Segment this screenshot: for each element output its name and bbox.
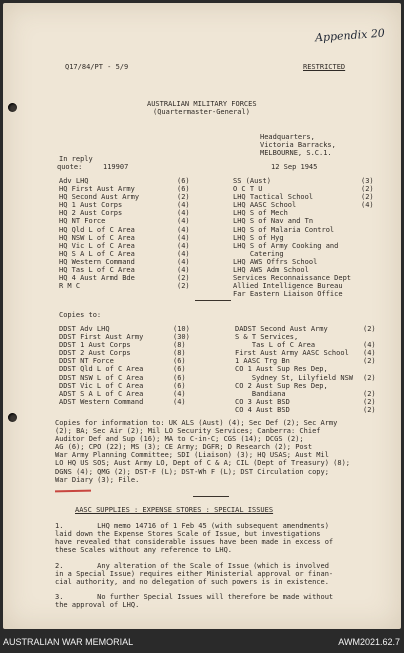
addressee-name: HQ 2 Aust Corps [59,209,123,218]
address-line: Headquarters, [260,133,315,141]
copy-count: (6) [173,381,186,390]
copy-line [235,365,375,373]
paragraph-line: the approval of LHQ. [55,601,140,610]
copy-count: (2) [177,193,190,202]
addressee-line [233,193,373,201]
addressee-line [233,282,373,290]
addressee-line [59,177,189,185]
reply-number: 119907 [103,163,129,171]
addressee-line [59,201,189,209]
copy-line [235,390,375,398]
info-copies-block [55,419,350,484]
copy-line [59,398,189,406]
address-block [260,133,336,157]
copy-count: (2) [361,193,374,202]
copy-count: (4) [177,241,190,250]
handwritten-annotation: Appendix 20 [314,26,386,45]
addressee-name: HQ Western Command [59,257,135,266]
classification-label: RESTRICTED [303,63,346,71]
archive-name: AUSTRALIAN WAR MEMORIAL [3,637,134,647]
punch-hole [8,413,17,422]
copy-count: (2) [363,389,376,398]
info-copies-line: DGNS (4); QMG (2); DST-F (L); DST-Wh F (L); DST Circulation copy; [55,467,329,476]
archive-footer [0,629,404,653]
addressee-line [59,193,189,201]
addressee-line [233,201,373,209]
copy-count: (2) [363,405,376,414]
info-copies-line: Copies for information to: UK ALS (Aust) (4); Sec Def (2); Sec Army [55,419,338,427]
addressee-line [233,242,373,250]
addressee-name: HQ 4 Aust Armd Bde [59,274,135,283]
copy-line [59,365,189,373]
addressee-name: Adv LHQ [59,177,89,185]
addressee-name: O C T U [233,185,263,194]
addressee-line [59,226,189,234]
addressee-name: LHQ S of Mech [233,209,288,218]
copy-count: (6) [177,185,190,194]
paragraph-line: cial authority, and no delegation of such powers is in existence. [55,578,329,587]
copy-recipient: CO 4 Aust BSD [235,405,290,414]
addressee-line [233,177,373,185]
copy-count: (8) [173,341,186,350]
reply-label: quote: [57,163,83,171]
addressee-name: LHQ AWS Adm School [233,266,309,275]
addressee-name: HQ Tas L of C Area [59,266,135,275]
copy-recipient: ADST Western Command [59,397,144,406]
copy-recipient: Tas L of C Area [235,341,316,350]
addressee-line [59,217,189,225]
addressee-name: HQ 1 Aust Corps [59,201,123,210]
paragraph-line: have revealed that considerable issues have been made in excess of [55,538,334,547]
copy-count: (6) [173,373,186,382]
addressee-name: SS (Aust) [233,177,271,185]
addressee-line [233,234,373,242]
copy-recipient: 1 AASC Trg Bn [235,357,290,366]
copy-line [235,382,375,390]
copy-count: (4) [177,249,190,258]
copy-line [235,398,375,406]
copy-count: (6) [177,177,190,185]
distribution-right [233,177,373,298]
addressee-line [59,250,189,258]
addressee-line [59,258,189,266]
copy-count: (4) [173,397,186,406]
paragraph-line: in a Special Issue) requires either Ministerial approval or finan- [55,570,334,579]
copy-recipient: CO 1 Aust Sup Res Dep, [235,365,328,374]
addressee-line [233,226,373,234]
document-page [3,3,401,629]
addressee-name: Services Reconnaissance Dept [233,274,352,283]
paragraph-1 [55,522,333,554]
copy-line [235,349,375,357]
copy-count: (6) [173,365,186,374]
addressee-line [59,242,189,250]
org-title: AUSTRALIAN MILITARY FORCES [147,100,257,108]
punch-hole [8,103,17,112]
addressee-line [233,266,373,274]
copy-count: (6) [173,357,186,366]
copy-count: (4) [363,341,376,350]
copy-line [59,357,189,365]
copy-count: (8) [173,349,186,358]
addressee-line [59,209,189,217]
copy-count: (4) [177,257,190,266]
copy-recipient: First Aust Army AASC School [235,349,349,358]
addressee-name: HQ First Aust Army [59,185,135,194]
section-divider [193,496,229,497]
addressee-line [233,209,373,217]
copy-recipient: DDST Qld L of C Area [59,365,144,374]
copy-recipient: CO 3 Aust BSD [235,397,290,406]
addressee-name: LHQ Tactical School [233,193,314,202]
addressee-line [233,217,373,225]
addressee-name: Far Eastern Liaison Office [233,290,343,299]
info-copies-line: Auditor Def and Sup (16); MA to C-in-C; CGS (14); DCGS (2); [55,435,304,444]
copy-recipient: DDST 1 Aust Corps [59,341,131,350]
paragraph-line: 3. No further Special Issues will therefore be made without [55,593,334,601]
addressee-name: LHQ S of Hyg [233,233,284,242]
document-date: 12 Sep 1945 [271,163,318,171]
file-reference: Q17/84/PT - 5/9 [65,63,129,71]
copy-line [59,390,189,398]
copy-line [59,333,189,341]
paragraph-line: these Scales without any reference to LHQ. [55,546,233,555]
copy-recipient: S & T Services, [235,333,299,342]
copy-count: (30) [173,333,190,342]
copy-line [59,325,189,333]
copy-recipient: CO 2 Aust Sup Res Dep, [235,381,328,390]
info-copies-line: (2); BA; Sec Air (2); Mil LO Security Services; Canberra: Chief [55,427,321,436]
copy-count: (4) [177,201,190,210]
addressee-line [233,258,373,266]
addressee-name: LHQ S of Nav and Tn [233,217,314,226]
addressee-name: HQ Second Aust Army [59,193,140,202]
paragraph-3 [55,593,333,609]
copy-count: (4) [363,349,376,358]
copy-line [235,406,375,414]
addressee-name: LHQ S of Army Cooking and [233,241,339,250]
copy-line [235,333,375,341]
copy-line [235,374,375,382]
addressee-line [233,290,373,298]
archive-reference: AWM2021.62.7 [338,637,400,647]
paragraph-line: laid down the Expense Stores Scale of Issue, but investigations [55,530,321,539]
addressee-line [59,185,189,193]
info-copies-line: LO HQ US SOS; Aust Army LO, Dept of C & A; CIL (Dept of Treasury) (8); [55,459,351,468]
copy-line [235,341,375,349]
addressee-line [59,274,189,282]
red-underline-mark [55,490,91,492]
copies-left [59,325,189,406]
copies-right [235,325,375,414]
addressee-name: HQ S A L of C Area [59,249,135,258]
address-line: MELBOURNE, S.C.1. [260,149,332,158]
org-subtitle: (Quartermaster-General) [153,108,250,116]
copy-count: (4) [177,233,190,242]
copy-count: (2) [363,373,376,382]
copy-count: (3) [361,177,374,185]
addressee-line [233,250,373,258]
paragraph-2 [55,562,333,586]
addressee-name: LHQ S of Malaria Control [233,225,335,234]
copy-count: (2) [177,282,190,291]
section-divider [195,300,231,301]
copy-recipient: DDST 2 Aust Corps [59,349,131,358]
copy-count: (10) [173,325,190,333]
paragraph-line: 1. LHQ memo 14716 of 1 Feb 45 (with subsequent amendments) [55,522,329,530]
copy-line [235,357,375,365]
copy-line [59,382,189,390]
copy-count: (2) [363,357,376,366]
copy-count: (2) [363,325,376,333]
addressee-line [233,185,373,193]
copy-count: (4) [177,225,190,234]
copy-count: (4) [177,217,190,226]
address-line: Victoria Barracks, [260,141,336,150]
paragraph-line: 2. Any alteration of the Scale of Issue (which is involved [55,562,329,570]
info-copies-line: War Army Planning Committee; SDI (Liaison) (3); HQ USAS; Aust Mil [55,451,329,460]
copy-count: (4) [361,201,374,210]
copy-count: (4) [177,266,190,275]
reply-label: In reply [59,155,93,163]
distribution-left [59,177,189,290]
addressee-line [233,274,373,282]
addressee-name: LHQ AWS Offrs School [233,257,318,266]
copy-line [235,325,375,333]
addressee-line [59,234,189,242]
copy-recipient: ADST S A L of C Area [59,389,144,398]
copy-recipient: DDST Vic L of C Area [59,381,144,390]
copy-count: (4) [177,209,190,218]
addressee-name: R M C [59,282,81,291]
copy-recipient: DDST NT Force [59,357,114,366]
copies-heading: Copies to: [59,311,102,319]
copy-count: (2) [363,397,376,406]
addressee-name: HQ Vic L of C Area [59,241,135,250]
copy-recipient: DDST Adv LHQ [59,325,110,333]
copy-line [59,349,189,357]
addressee-name: LHQ AASC School [233,201,297,210]
copy-recipient: Sydney St, Lilyfield NSW [235,373,354,382]
addressee-line [59,266,189,274]
addressee-name: HQ Qld L of C Area [59,225,135,234]
copy-recipient: DDST First Aust Army [59,333,144,342]
copy-count: (2) [177,274,190,283]
copy-recipient: Bandiana [235,389,286,398]
addressee-line [59,282,189,290]
copy-line [59,341,189,349]
copy-count: (4) [173,389,186,398]
copy-recipient: DADST Second Aust Army [235,325,328,333]
subject-heading: AASC SUPPLIES : EXPENSE STORES : SPECIAL ISSUES [75,506,274,514]
addressee-name: HQ NT Force [59,217,106,226]
addressee-name: HQ NSW L of C Area [59,233,135,242]
copy-count: (2) [361,185,374,194]
addressee-name: Allied Intelligence Bureau [233,282,343,291]
copy-recipient: DDST NSW L of C Area [59,373,144,382]
addressee-name: Catering [233,249,284,258]
info-copies-line: AG (6); CPO (22); MS (3); CE Army; DGFR; D Research (2); Post [55,443,313,452]
info-copies-line: War Diary (3); File. [55,475,140,484]
copy-line [59,374,189,382]
